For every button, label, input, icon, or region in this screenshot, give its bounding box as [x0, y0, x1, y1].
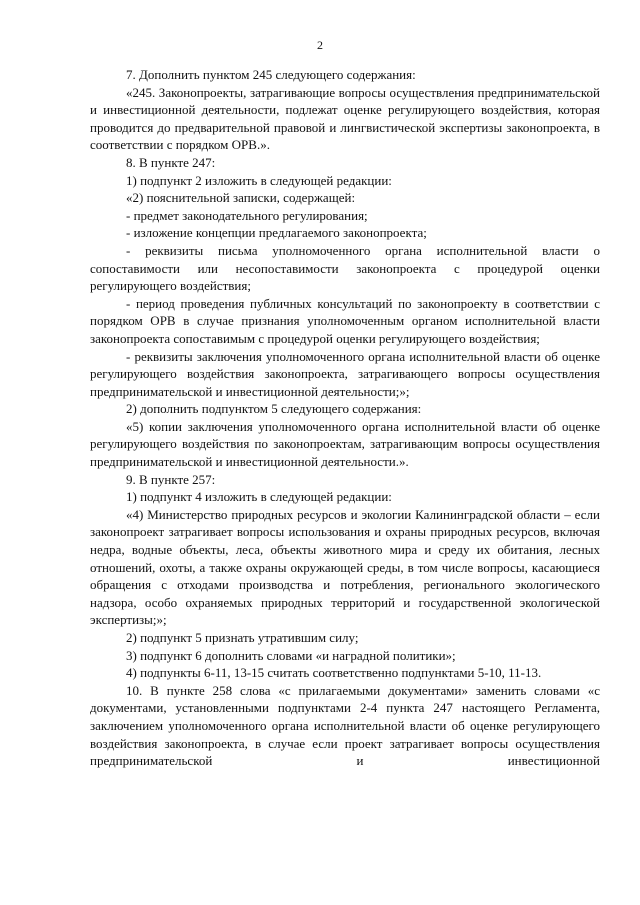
list-item: - реквизиты заключения уполномоченного органа исполнительной власти об оценке регулирующего воздействия законопроекта, затрагивающего вопросы осуществления предпринимательской и инвестиционной деятельности;»;	[90, 348, 600, 399]
paragraph-item-7: 7. Дополнить пунктом 245 следующего содержания:	[126, 67, 416, 82]
paragraph-subitem: 1) подпункт 2 изложить в следующей редакции:	[126, 172, 392, 188]
paragraph-subitem: 4) подпункты 6-11, 13-15 считать соответственно подпунктами 5-10, 11-13.	[126, 665, 542, 681]
paragraph-item-9: 9. В пункте 257:	[126, 471, 216, 487]
paragraph-quote: «2) пояснительной записки, содержащей:	[126, 190, 356, 206]
document-body	[90, 66, 600, 770]
paragraph-item-10: 10. В пункте 258 слова «с прилагаемыми документами» заменить словами «с документами, установленными подпунктами 2-4 пункта 247 настоящего Регламента, заключением уполномоченного органа исполнительной власти об оценке регулирующего воздействия законопроекта, в случае если проект затрагивает вопросы осуществления предпринимательской и инвестиционной	[90, 682, 600, 769]
paragraph-subitem: 2) дополнить подпунктом 5 следующего содержания:	[126, 401, 422, 417]
paragraph-subitem: 3) подпункт 6 дополнить словами «и наградной политики»;	[126, 647, 456, 663]
list-item: - реквизиты письма уполномоченного органа исполнительной власти о сопоставимости или несопоставимости законопроекта с процедурой оценки регулирующего воздействия;	[90, 242, 600, 294]
paragraph-quote: «4) Министерство природных ресурсов и экологии Калининградской области – если законопроект затрагивает вопросы использования и охраны природных ресурсов, включая недра, водные объекты, леса, объекты животного мира и среду их обитания, лесных отношений, охоты, а также охраны окружающей среды, в том числе вопросы, касающиеся обращения с отходами производства и потребления, регионального экологического надзора, особо охраняемых природных территорий и государственной экологической экспертизы;»;	[90, 506, 600, 628]
paragraph-item-8: 8. В пункте 247:	[126, 154, 216, 170]
list-item: - предмет законодательного регулирования;	[126, 207, 368, 223]
paragraph-quote-245: «245. Законопроекты, затрагивающие вопросы осуществления предпринимательской и инвестиционной деятельности, подлежат оценке регулирующего воздействия, которая проводится до предварительной правовой и лингвистической экспертизы законопроекта, в соответствии с порядком ОРВ.».	[90, 84, 600, 153]
page-number: 2	[317, 38, 323, 52]
list-item: - изложение концепции предлагаемого законопроекта;	[126, 225, 427, 241]
paragraph-subitem: 1) подпункт 4 изложить в следующей редакции:	[126, 489, 392, 505]
paragraph-quote: «5) копии заключения уполномоченного органа исполнительной власти об оценке регулирующего воздействия по законопроектам, затрагивающим вопросы осуществления предпринимательской и инвестиционной деятельности.».	[90, 418, 600, 470]
list-item: - период проведения публичных консультаций по законопроекту в соответствии с порядком ОРВ в случае признания уполномоченным органом исполнительной власти законопроекта сопоставимым с процедурой оценки регулирующего воздействия;	[90, 295, 600, 346]
paragraph-subitem: 2) подпункт 5 признать утратившим силу;	[126, 630, 359, 645]
